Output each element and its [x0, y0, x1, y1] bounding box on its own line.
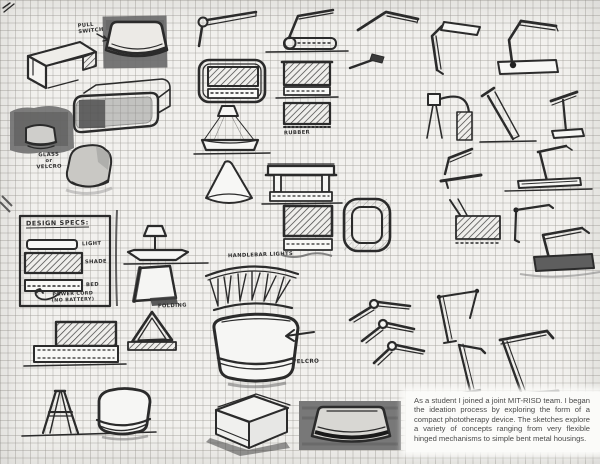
sketch-hinged-arm-2 — [266, 10, 348, 52]
annotation-glass-or-velcro: GLASS or VELCRO — [36, 151, 63, 171]
sketch-rounded-frame — [344, 199, 390, 251]
sketch-trapezoid-block — [134, 266, 178, 306]
sketch-block-on-bed — [24, 322, 126, 366]
sketch-hatched-block — [282, 206, 332, 257]
sketch-stick-hatched-head — [350, 54, 384, 68]
caption-text: As a student I joined a joint MIT-RISD team. I began the ideation process by exploring the form of a compact phototherapy device. The sketches explore a variety of concepts ranging from very flexible hinged mechanisms to simple bent metal housings. — [414, 396, 590, 443]
sketch-articulated-arm-1 — [432, 22, 480, 74]
sketch-boat-lamp — [124, 226, 208, 264]
annotation-pull-switch: PULL SWITCH — [77, 21, 105, 36]
sketch-arm-long-base — [505, 146, 592, 191]
annotation-folding: FOLDING — [157, 302, 187, 310]
sketch-cone-lamp — [206, 161, 252, 203]
spec-light-bar — [27, 240, 77, 249]
sketch-gray-pod — [66, 145, 112, 193]
sketch-shade-on-dark-panel — [97, 15, 167, 68]
sketch-cross-section-1 — [199, 60, 265, 102]
spec-shade-bar — [25, 253, 82, 273]
sketch-hinge-joint-3 — [374, 342, 424, 365]
annotation-rubber: RUBBER — [283, 129, 311, 137]
annotation-handlebar-lights: HANDLEBAR LIGHTS — [227, 250, 294, 260]
annotation-spec-shade: SHADE — [84, 258, 108, 266]
annotation-spec-bed: BED — [85, 281, 100, 289]
sketch-articulated-arm-base-dot — [498, 21, 558, 74]
annotation-spec-light: LIGHT — [81, 240, 102, 248]
sketch-zigzag-arm-1 — [459, 344, 485, 393]
sketch-hinge-joint-2 — [362, 320, 414, 343]
sketch-zigzag-arm-2 — [490, 331, 566, 400]
sketch-z-arm-1 — [441, 149, 481, 188]
sketch-l-stick — [513, 205, 553, 242]
sketch-dish-with-light — [194, 106, 270, 154]
sketch-handlebar-lights-fan — [206, 266, 298, 310]
sketch-arm-flat-head — [358, 12, 418, 30]
sketch-bed-table-side — [262, 164, 342, 204]
sketch-bent-metal-channel — [28, 42, 96, 88]
annotation-design-specs-title: DESIGN SPECS: — [25, 218, 89, 228]
sketch-cross-section-2 — [276, 62, 338, 98]
sketch-bent-metal-tube — [74, 79, 170, 132]
sketch-rubber-block — [284, 103, 330, 127]
arrow-left-icon — [286, 330, 314, 341]
sketch-leaning-lamp — [480, 88, 536, 142]
sketch-desk-lamp — [551, 92, 584, 138]
sketch-basket-shade — [214, 314, 298, 387]
sketch-lamp-dark-base — [520, 228, 600, 277]
caption-panel — [406, 392, 600, 452]
sketch-rounded-pod — [97, 389, 150, 440]
sketch-carry-case — [206, 394, 290, 456]
sketch-quad-arm — [437, 289, 479, 343]
annotation-power-cord: POWER CORD (NO BATTERY) — [51, 291, 95, 304]
sketch-arch-lamp — [427, 94, 472, 140]
sketch-hatched-block-antenna — [450, 199, 500, 243]
sketch-dark-panel-with-pod — [10, 106, 74, 154]
stray-mark — [3, 3, 14, 12]
sketch-hinged-arm-1 — [199, 12, 257, 46]
sketch-shade-on-dark-panel-2 — [299, 401, 401, 450]
sketch-tent-triangle — [128, 312, 176, 350]
sketch-hinge-joint-1 — [350, 300, 410, 322]
annotation-velcro: VELCRO — [291, 358, 320, 366]
